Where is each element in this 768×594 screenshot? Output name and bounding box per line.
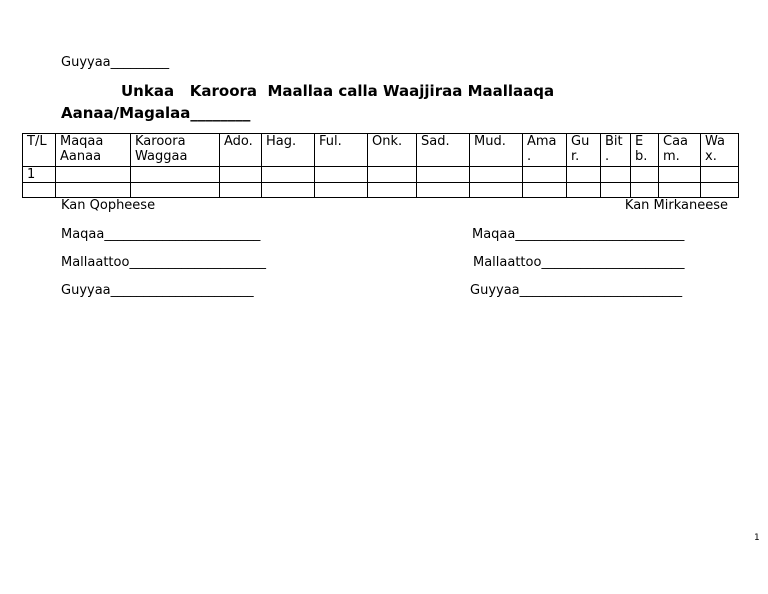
approved-by-signature: Mallaattoo______________________ xyxy=(473,255,685,270)
table-cell xyxy=(262,167,315,183)
table-cell xyxy=(368,167,417,183)
table-cell xyxy=(523,183,567,198)
page-number: 1 xyxy=(754,533,760,543)
table-cell xyxy=(601,167,631,183)
document-title: Unkaa Karoora Maallaa calla Waajjiraa Maallaaqa xyxy=(121,82,555,100)
column-header: Wa x. xyxy=(701,134,739,167)
column-header: Ado. xyxy=(220,134,262,167)
column-header: Maqaa Aanaa xyxy=(56,134,131,167)
table-cell xyxy=(23,183,56,198)
column-header: Bit . xyxy=(601,134,631,167)
prepared-by-name: Maqaa________________________ xyxy=(61,227,261,242)
column-header: Karoora Waggaa xyxy=(131,134,220,167)
column-header: Caa m. xyxy=(659,134,701,167)
date-line: Guyyaa_________ xyxy=(61,55,170,70)
table-cell xyxy=(523,167,567,183)
table-cell xyxy=(567,167,601,183)
table-cell xyxy=(701,167,739,183)
table-cell xyxy=(315,183,368,198)
district-line: Aanaa/Magalaa________ xyxy=(61,104,251,122)
table-row xyxy=(23,167,739,183)
table-cell xyxy=(470,183,523,198)
table-header-row xyxy=(23,134,739,167)
table-cell xyxy=(368,183,417,198)
table-cell xyxy=(659,167,701,183)
column-header: Hag. xyxy=(262,134,315,167)
table-cell xyxy=(131,167,220,183)
column-header: T/L xyxy=(23,134,56,167)
table-cell xyxy=(417,183,470,198)
table-cell xyxy=(56,167,131,183)
table-cell xyxy=(417,167,470,183)
table-row xyxy=(23,183,739,198)
table-cell xyxy=(220,167,262,183)
column-header: Sad. xyxy=(417,134,470,167)
prepared-by-date: Guyyaa______________________ xyxy=(61,283,254,298)
prepared-by-signature: Mallaattoo_____________________ xyxy=(61,255,266,270)
table-cell xyxy=(631,183,659,198)
table-cell xyxy=(701,183,739,198)
table-cell xyxy=(567,183,601,198)
approved-by-heading: Kan Mirkaneese xyxy=(624,198,728,213)
approved-by-date: Guyyaa_________________________ xyxy=(470,283,683,298)
table-cell xyxy=(659,183,701,198)
table-cell xyxy=(315,167,368,183)
approved-by-name: Maqaa__________________________ xyxy=(472,227,685,242)
column-header: Ful. xyxy=(315,134,368,167)
table-cell xyxy=(131,183,220,198)
table-cell xyxy=(56,183,131,198)
budget-table xyxy=(22,133,739,198)
table-cell: 1 xyxy=(23,167,56,183)
column-header: Ama . xyxy=(523,134,567,167)
table-cell xyxy=(601,183,631,198)
column-header: E b. xyxy=(631,134,659,167)
table-cell xyxy=(262,183,315,198)
prepared-by-heading: Kan Qopheese xyxy=(61,198,156,213)
column-header: Mud. xyxy=(470,134,523,167)
column-header: Onk. xyxy=(368,134,417,167)
column-header: Gu r. xyxy=(567,134,601,167)
table-cell xyxy=(470,167,523,183)
table-cell xyxy=(220,183,262,198)
table-cell xyxy=(631,167,659,183)
